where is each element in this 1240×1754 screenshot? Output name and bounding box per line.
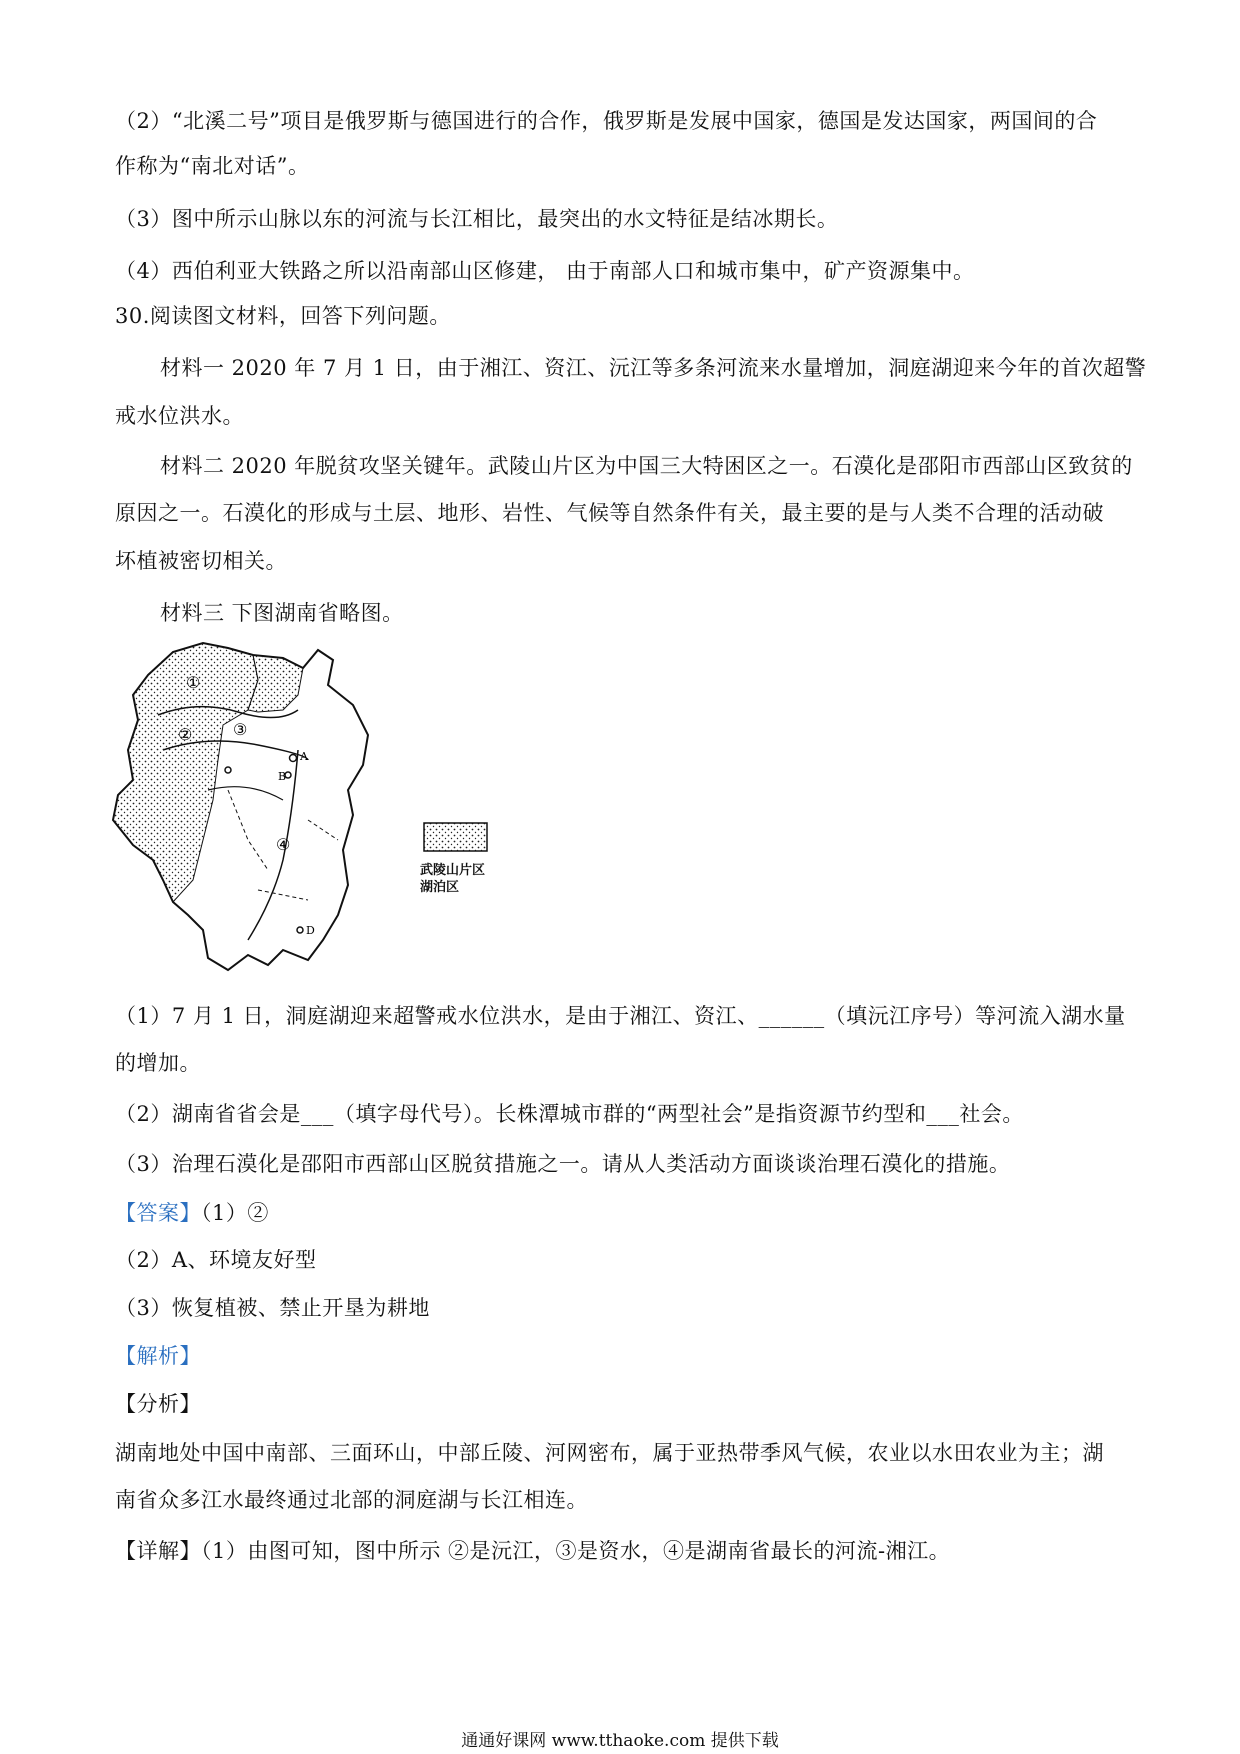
answer-1: （1）② <box>201 1201 269 1225</box>
question-heading: 30.阅读图文材料，回答下列问题。 <box>115 304 451 328</box>
text-line: 原因之一。石漠化的形成与土层、地形、岩性、气候等自然条件有关，最主要的是与人类不合理的活动破 <box>115 501 1104 525</box>
answer-2: （2）A、环境友好型 <box>115 1248 317 1272</box>
map-label: ② <box>178 725 193 744</box>
map-label: ④ <box>276 835 291 854</box>
question-1: （1）7 月 1 日，洞庭湖迎来超警戒水位洪水，是由于湘江、资江、______（填沅江序号）等河流入湖水量 <box>115 1004 1126 1028</box>
answer-tag: 【答案】 <box>115 1201 201 1225</box>
hunan-map <box>108 640 508 980</box>
analysis-paragraph: 湖南地处中国中南部、三面环山，中部丘陵、河网密布，属于亚热带季风气候，农业以水田农业为主；湖 <box>115 1441 1104 1465</box>
detail-paragraph: 【详解】（1）由图可知，图中所示 ②是沅江，③是资水，④是湖南省最长的河流-湘江。 <box>115 1539 951 1563</box>
answer-3: （3）恢复植被、禁止开垦为耕地 <box>115 1296 430 1320</box>
material-two: 材料二 2020 年脱贫攻坚关键年。武陵山片区为中国三大特困区之一。石漠化是邵阳市西部山区致贫的 <box>160 454 1133 478</box>
city-dot <box>297 927 303 933</box>
answer-line-1 <box>115 1197 269 1227</box>
question-1-cont: 的增加。 <box>115 1051 201 1075</box>
text-line: （3）图中所示山脉以东的河流与长江相比，最突出的水文特征是结冰期长。 <box>115 207 839 231</box>
map-label: ① <box>186 673 201 692</box>
text-line: 坏植被密切相关。 <box>115 549 287 573</box>
legend-swatch <box>423 822 488 852</box>
text-line: （2）“北溪二号”项目是俄罗斯与德国进行的合作，俄罗斯是发展中国家，德国是发达国家，两国间的合 <box>115 109 1098 133</box>
fenxi-heading: 【分析】 <box>115 1392 201 1416</box>
question-2: （2）湖南省省会是___（填字母代号）。长株潭城市群的“两型社会”是指资源节约型和___社会。 <box>115 1102 1024 1126</box>
text-line: 作称为“南北对话”。 <box>115 154 310 178</box>
city-dot <box>290 755 297 762</box>
map-label: A <box>300 750 308 763</box>
map-label: ③ <box>233 720 248 739</box>
page-footer: 通通好课网 www.tthaoke.com 提供下载 <box>461 1731 779 1751</box>
material-three: 材料三 下图湖南省略图。 <box>160 601 404 625</box>
analysis-paragraph: 南省众多江水最终通过北部的洞庭湖与长江相连。 <box>115 1488 588 1512</box>
material-one: 材料一 2020 年 7 月 1 日，由于湘江、资江、沅江等多条河流来水量增加，洞庭湖迎来今年的首次超警 <box>160 356 1147 380</box>
text-line: （4）西伯利亚大铁路之所以沿南部山区修建， 由于南部人口和城市集中，矿产资源集中。 <box>115 259 975 283</box>
text-line: 戒水位洪水。 <box>115 404 244 428</box>
map-label: B <box>278 770 287 783</box>
map-label: D <box>306 924 315 937</box>
analysis-tag: 【解析】 <box>115 1344 201 1368</box>
question-3: （3）治理石漠化是邵阳市西部山区脱贫措施之一。请从人类活动方面谈谈治理石漠化的措施。 <box>115 1152 1011 1176</box>
city-dot <box>225 767 231 773</box>
map-legend: 武陵山片区 湖泊区 <box>420 863 486 895</box>
